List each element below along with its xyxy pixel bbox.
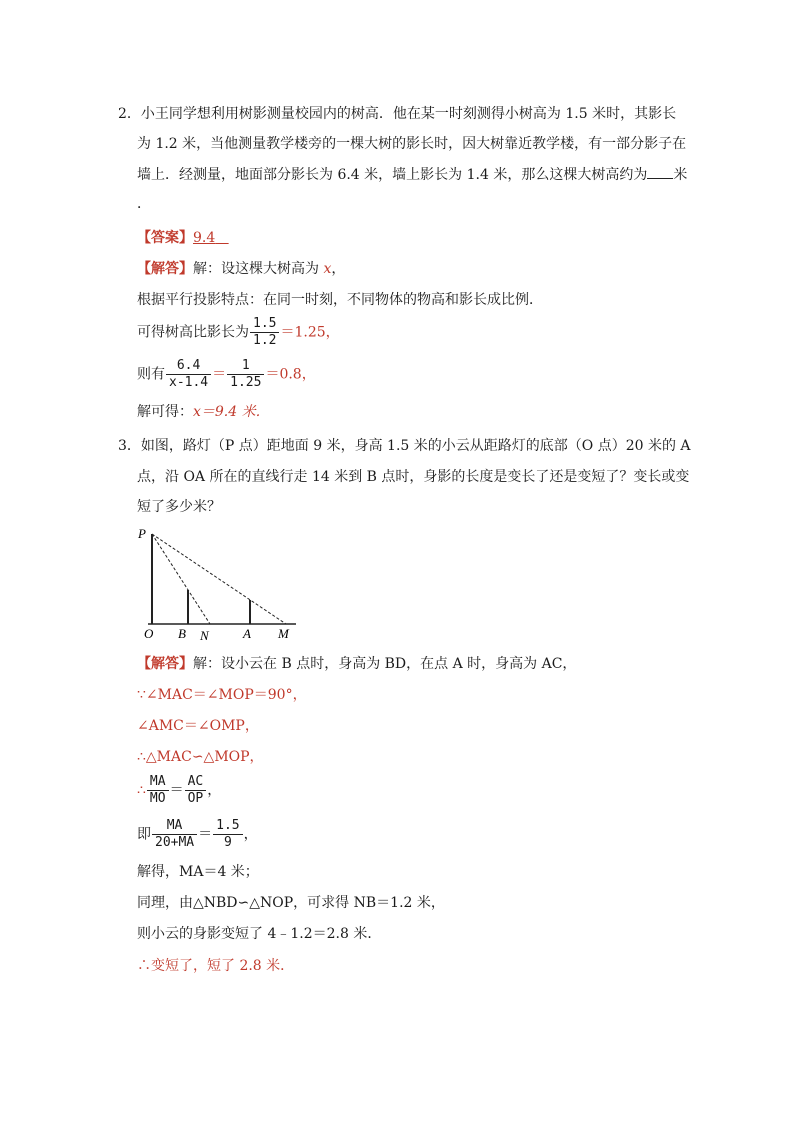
fraction: $\frac{1}{1.25}$ — [227, 358, 264, 391]
fraction: $\frac{6.4}{x-1.4}$ — [166, 358, 211, 391]
label-p: P — [138, 526, 146, 541]
q3-stem-line-1: 3．如图，路灯（P 点）距地面 9 米，身高 1.5 米的小云从距路灯的底部（O 点）20 米的 A — [118, 438, 691, 454]
streetlight-shadow-figure — [130, 524, 310, 644]
q2-number: 2． — [118, 106, 141, 122]
q3-solution-line-8: 同理，由△NBD∽△NOP，可求得 NB＝1.2 米， — [137, 895, 445, 911]
q2-answer — [137, 228, 229, 248]
q2-stem-line-4: ． — [137, 196, 151, 212]
q3-number: 3． — [118, 438, 141, 454]
q3-solution-line-3: ∠AMC＝∠OMP， — [137, 718, 259, 734]
q2-stem-line-1: 2．小王同学想利用树影测量校园内的树高．他在某一时刻测得小树高为 1.5 米时，其影长 — [118, 106, 677, 122]
q2-solution-line-5: 解可得：x＝9.4 米． — [137, 404, 270, 420]
q3-solution-line-2: ∵∠MAC＝∠MOP＝90°， — [137, 687, 307, 703]
q3-stem-line-3: 短了多少米？ — [137, 499, 221, 515]
fraction: $\frac{1.5}{1.2}$ — [250, 316, 279, 349]
solution-label: 【解答】 — [137, 656, 193, 672]
fraction: $\frac{MA}{20+MA}$ — [152, 818, 197, 851]
light-ray-to-n — [152, 534, 210, 624]
label-o: O — [144, 626, 154, 641]
q3-stem-line-2: 点，沿 OA 所在的直线行走 14 米到 B 点时，身影的长度是变长了还是变短了？变长或变 — [137, 469, 690, 485]
label-b: B — [178, 626, 186, 641]
q3-solution-line-6: 即 $\frac{MA}{20+MA}$ ＝ $\frac{1.5}{9}$ ， — [137, 818, 258, 850]
q2-stem-line-2: 为 1.2 米，当他测量教学楼旁的一棵大树的影长时，因大树靠近教学楼，有一部分影子在 — [137, 136, 687, 152]
q3-solution-line-4: ∴△MAC∽△MOP， — [137, 749, 264, 765]
light-ray-to-m — [152, 534, 286, 624]
label-m: M — [278, 626, 289, 641]
q3-solution-line-10: ∴变短了，短了 2.8 米． — [137, 958, 295, 974]
solution-label: 【解答】 — [137, 261, 193, 277]
answer-label: 【答案】 — [137, 230, 193, 246]
q3-solution-line-1: 【解答】解：设小云在 B 点时，身高为 BD，在点 A 时，身高为 AC， — [137, 656, 577, 672]
answer-blank — [647, 164, 673, 179]
q2-solution-line-4: 则有 $\frac{6.4}{x-1.4}$ ＝ $\frac{1}{1.25}$ ＝0.8， — [137, 358, 316, 390]
q3-solution-line-9: 则小云的身影变短了 4﹣1.2＝2.8 米． — [137, 926, 382, 942]
q2-solution-line-1: 【解答】解：设这棵大树高为 x， — [137, 261, 346, 277]
q2-stem-line-3: 墙上．经测量，地面部分影长为 6.4 米，墙上影长为 1.4 米，那么这棵大树高约为 米 — [137, 164, 687, 185]
answer-value: 9.4 — [193, 230, 216, 246]
q2-solution-line-2: 根据平行投影特点：在同一时刻，不同物体的物高和影长成比例． — [137, 292, 543, 308]
q3-solution-line-7: 解得，MA＝4 米； — [137, 864, 259, 880]
label-a: A — [243, 626, 251, 641]
q2-solution-line-3: 可得树高比影长为 $\frac{1.5}{1.2}$ ＝1.25， — [137, 316, 340, 348]
fraction: $\frac{MA}{MO}$ — [147, 774, 169, 807]
label-n: N — [200, 628, 209, 643]
q3-solution-line-5: ∴ $\frac{MA}{MO}$ ＝ $\frac{AC}{OP}$ ， — [137, 774, 222, 806]
fraction: $\frac{1.5}{9}$ — [213, 818, 242, 851]
fraction: $\frac{AC}{OP}$ — [185, 774, 207, 807]
